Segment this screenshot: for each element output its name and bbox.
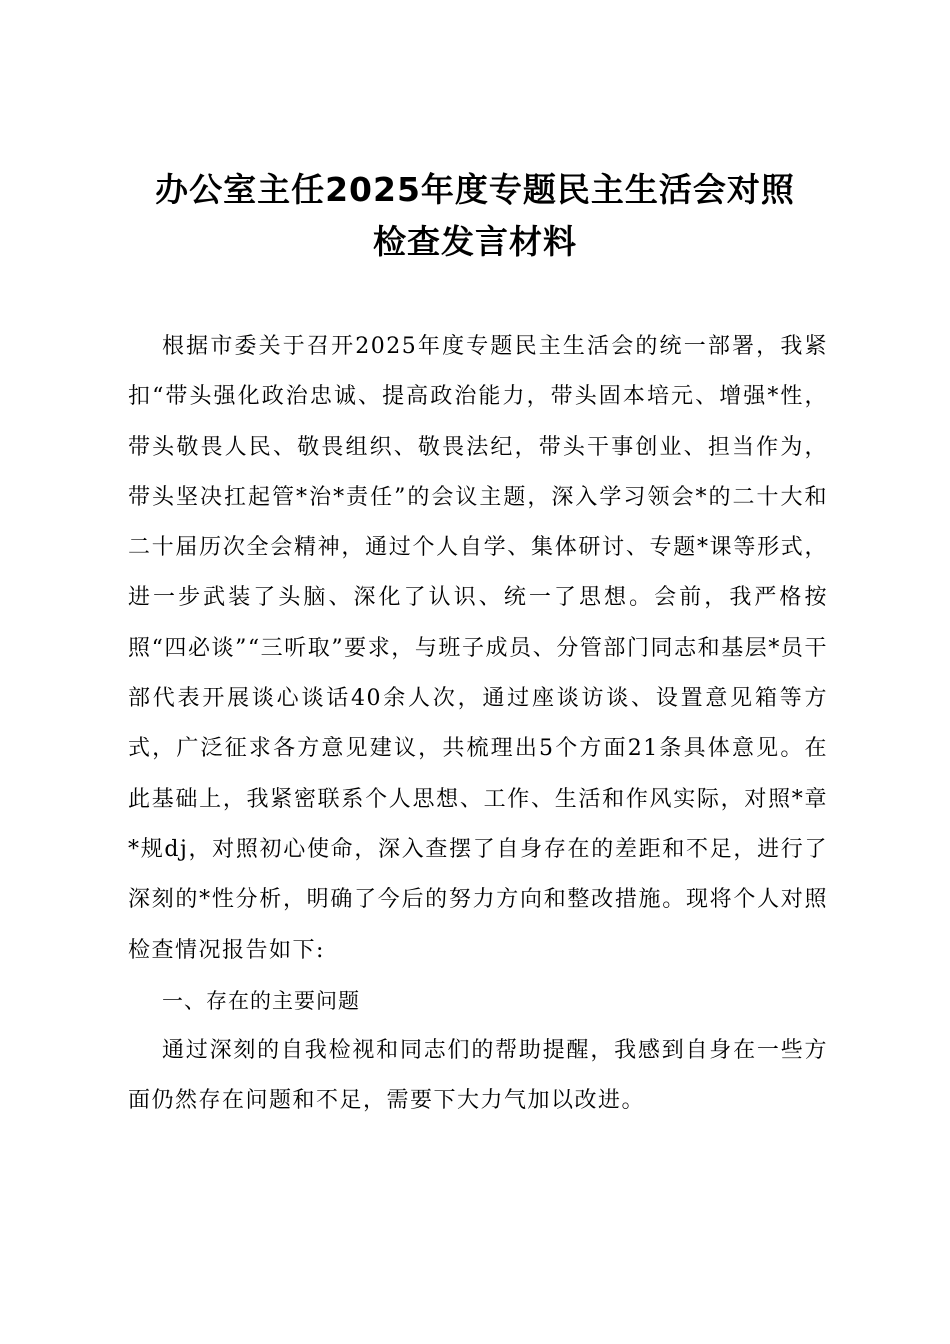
intro-paragraph: 根据市委关于召开2025年度专题民主生活会的统一部署，我紧扣“带头强化政治忠诚、提高政治能力，带头固本培元、增强*性，带头敬畏人民、敬畏组织、敬畏法纪，带头干事创业、担当作为，带头坚决扛起管*治*责任”的会议主题，深入学习领会*的二十大和二十届历次全会精神，通过个人自学、集体研讨、专题*课等形式，进一步武装了头脑、深化了认识、统一了思想。会前，我严格按照“四必谈”“三听取”要求，与班子成员、分管部门同志和基层*员干部代表开展谈心谈话40余人次，通过座谈访谈、设置意见箱等方式，广泛征求各方意见建议，共梳理出5个方面21条具体意见。在此基础上，我紧密联系个人思想、工作、生活和作风实际，对照*章*规dj，对照初心使命，深入查摆了自身存在的差距和不足，进行了深刻的*性分析，明确了今后的努力方向和整改措施。现将个人对照检查情况报告如下: (128, 334, 828, 963)
document-body (128, 322, 828, 1127)
document-title-line-1: 办公室主任2025年度专题民主生活会对照 (155, 170, 795, 209)
section-heading-1: 一、存在的主要问题 (162, 988, 360, 1013)
section-1-paragraph: 通过深刻的自我检视和同志们的帮助提醒，我感到自身在一些方面仍然存在问题和不足，需要下大力气加以改进。 (128, 1038, 828, 1114)
document-title-line-2: 检查发言材料 (373, 222, 577, 261)
